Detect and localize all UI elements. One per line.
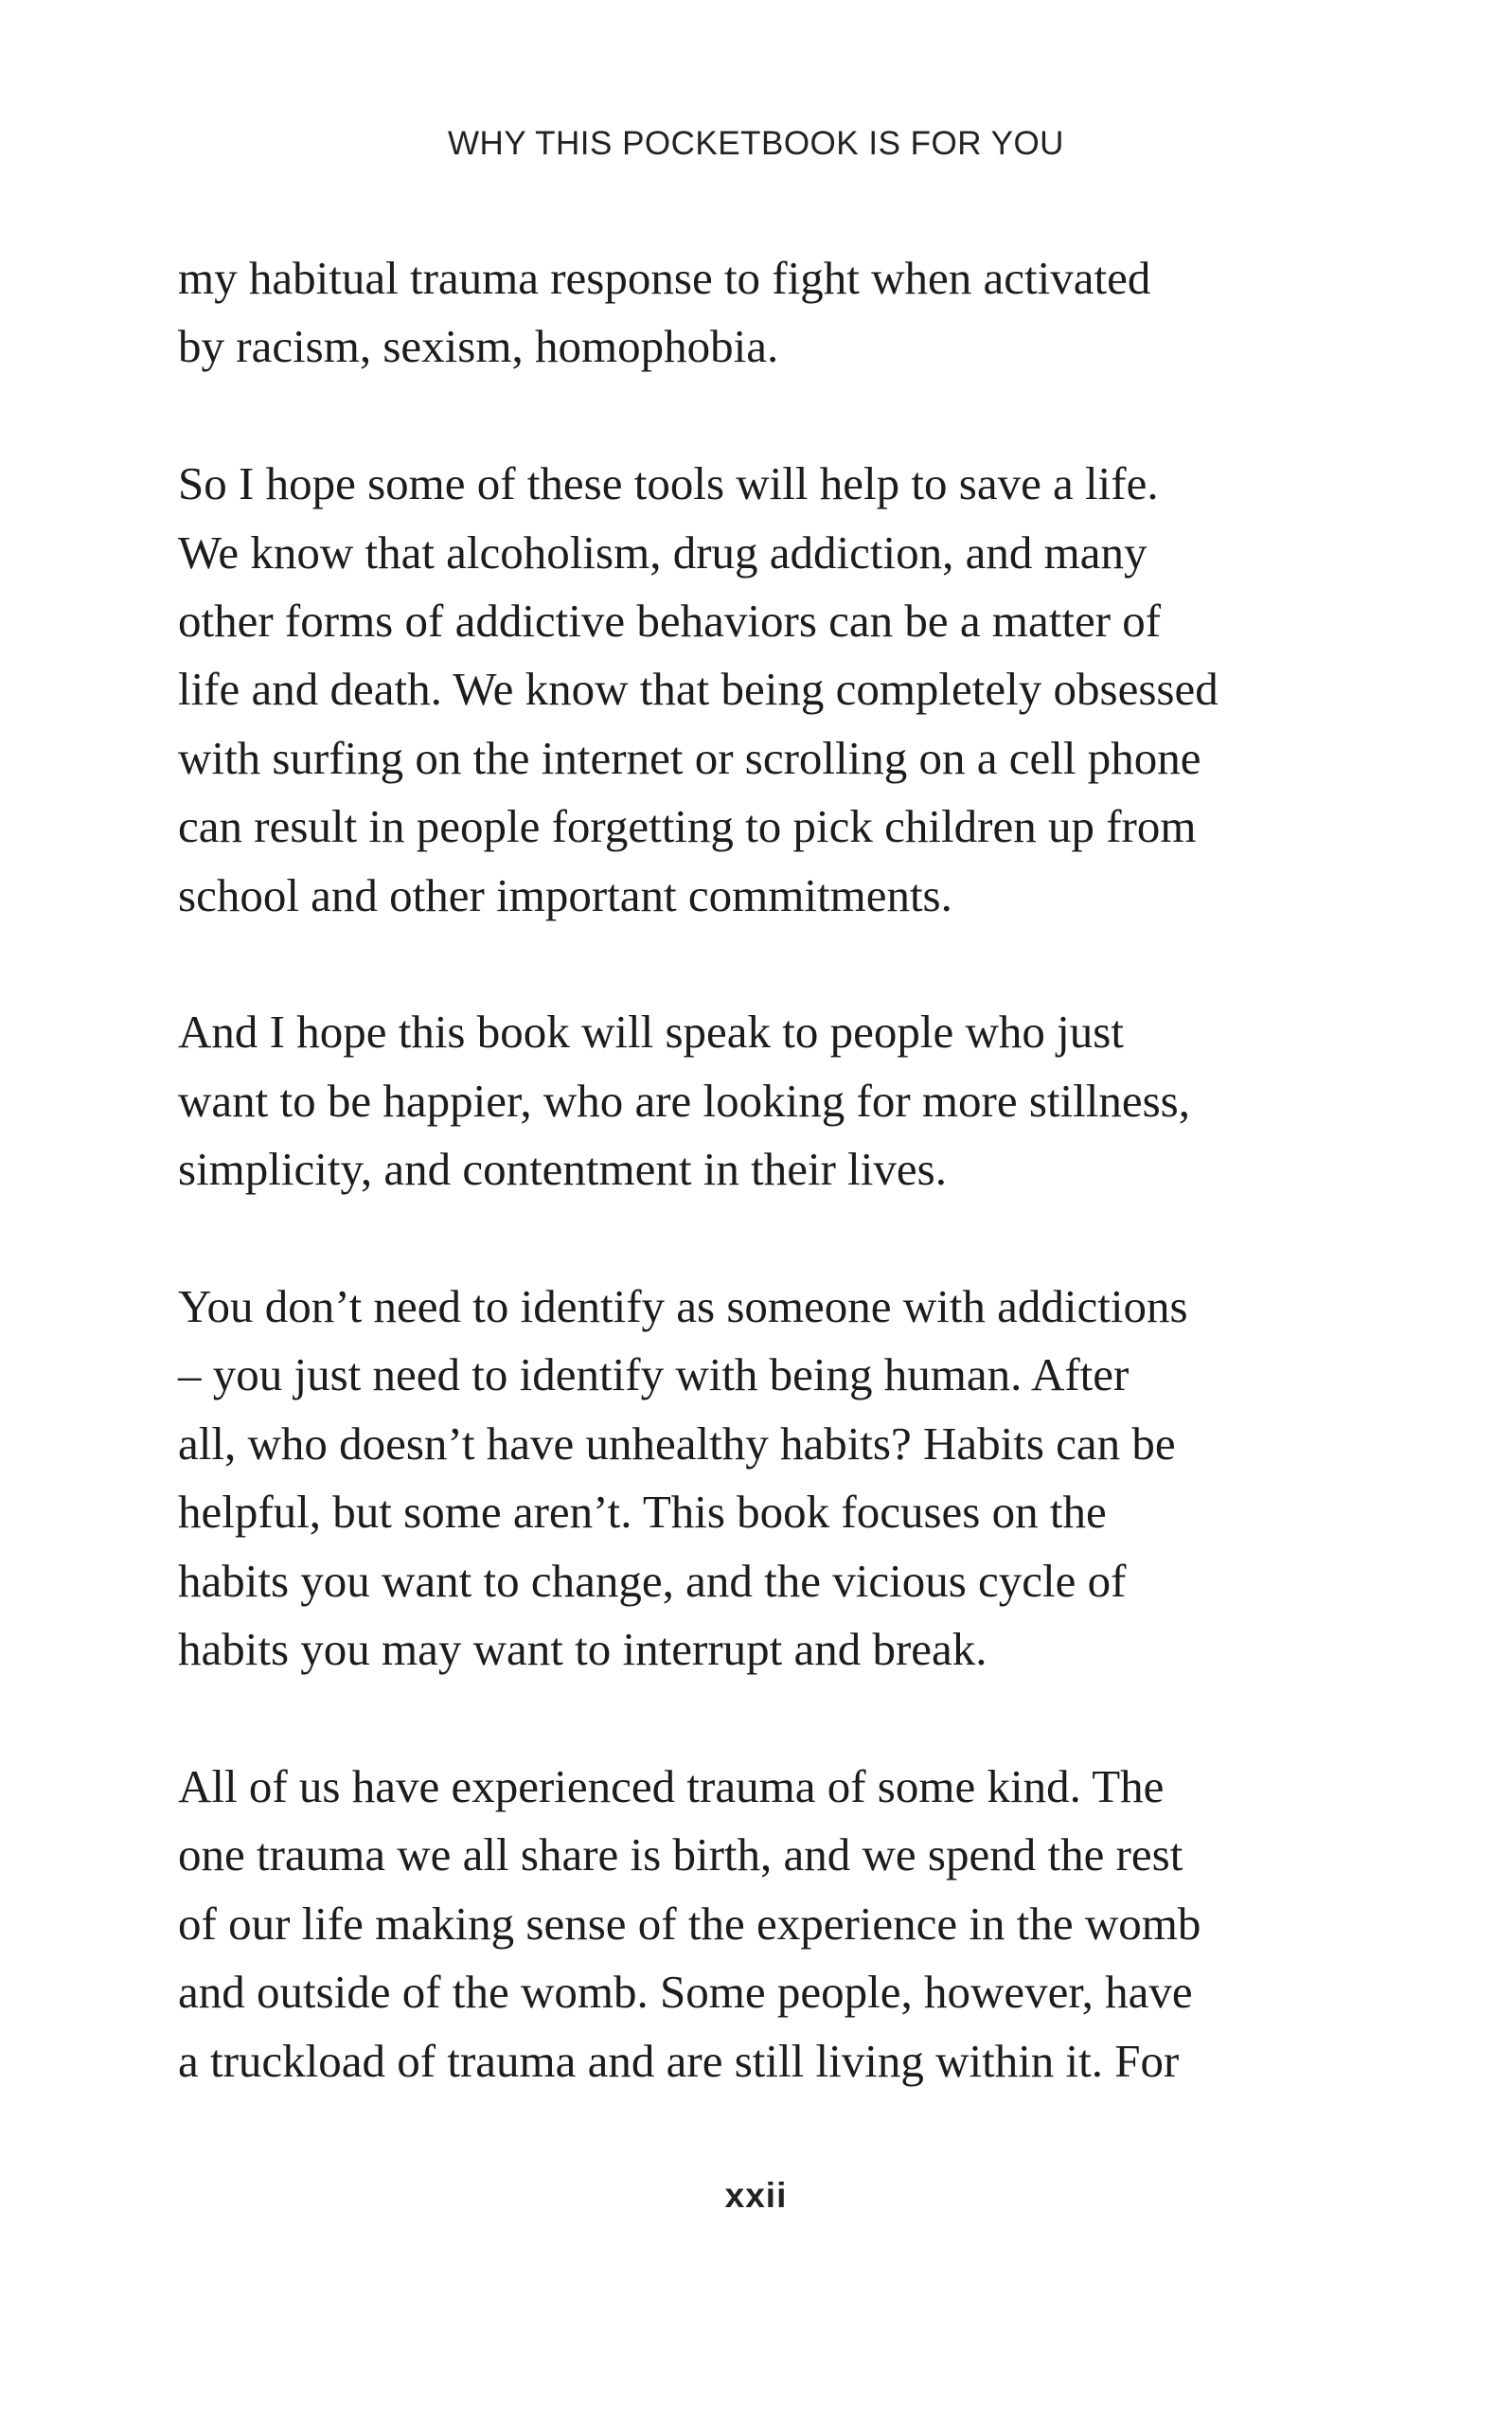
text-line: And I hope this book will speak to people who just (178, 1006, 1124, 1059)
text-line: other forms of addictive behaviors can be a matter of (178, 595, 1162, 648)
running-head: WHY THIS POCKETBOOK IS FOR YOU (448, 125, 1064, 162)
text-line: All of us have experienced trauma of some kind. The (178, 1759, 1165, 1812)
page-number: xxii (724, 2176, 788, 2215)
paragraph-3 (178, 998, 1343, 1203)
text-line: So I hope some of these tools will help to save a life. (178, 457, 1159, 510)
paragraph-5 (178, 1753, 1343, 2095)
paragraph-2 (178, 450, 1343, 930)
text-line: life and death. We know that being completely obsessed (178, 663, 1218, 716)
text-line: one trauma we all share is birth, and we spend the rest (178, 1828, 1183, 1881)
text-line: want to be happier, who are looking for more stillness, (178, 1074, 1190, 1127)
text-line: simplicity, and contentment in their lives. (178, 1143, 947, 1196)
text-line: by racism, sexism, homophobia. (178, 320, 779, 373)
text-line: all, who doesn’t have unhealthy habits? Habits can be (178, 1417, 1176, 1470)
paragraph-1 (178, 244, 1343, 382)
text-line: habits you may want to interrupt and break. (178, 1623, 987, 1676)
text-line: can result in people forgetting to pick children up from (178, 800, 1197, 853)
text-line: with surfing on the internet or scrolling on a cell phone (178, 731, 1201, 784)
text-line: You don’t need to identify as someone with addictions (178, 1280, 1188, 1333)
text-line: – you just need to identify with being human. After (178, 1348, 1130, 1401)
text-line: and outside of the womb. Some people, however, have (178, 1966, 1193, 2019)
paragraph-4 (178, 1273, 1343, 1684)
text-line: habits you want to change, and the vicious cycle of (178, 1554, 1127, 1607)
body-text (178, 244, 1343, 2164)
text-line: a truckload of trauma and are still living within it. For (178, 2034, 1180, 2087)
text-line: We know that alcoholism, drug addiction, and many (178, 526, 1147, 579)
text-line: my habitual trauma response to fight when activated (178, 252, 1151, 304)
text-line: helpful, but some aren’t. This book focuses on the (178, 1486, 1107, 1539)
text-line: school and other important commitments. (178, 868, 952, 921)
text-line: of our life making sense of the experience in the womb (178, 1897, 1201, 1950)
